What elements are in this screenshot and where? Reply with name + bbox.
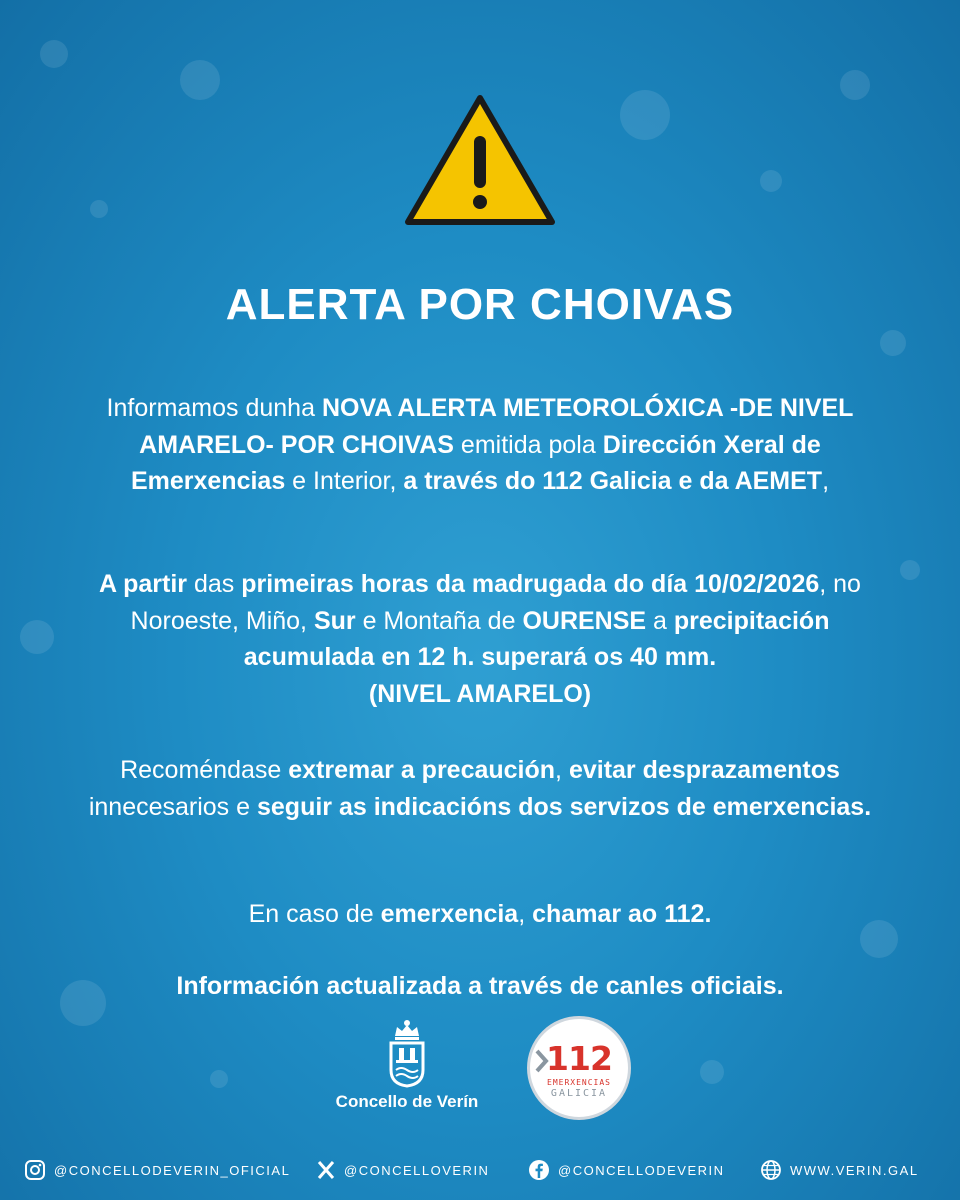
- x-icon: [316, 1160, 336, 1180]
- alert-title: ALERTA POR CHOIVAS: [225, 280, 735, 329]
- instagram-handle: @CONCELLODEVERIN_OFICIAL: [54, 1162, 291, 1178]
- alert-intro-paragraph: Informamos dunha NOVA ALERTA METEOROLÓXICA -DE NIVEL AMARELO- POR CHOIVAS emitida pola Dirección Xeral de Emerxencias e Interior, a través do 112 Galicia e da AEMET,: [106, 394, 854, 495]
- website-link[interactable]: [760, 1158, 919, 1182]
- official-channels-paragraph: Información actualizada a través de canles oficiais.: [176, 972, 784, 1000]
- social-footer: [0, 1152, 960, 1186]
- alert-recommendation-paragraph: Recoméndase extremar a precaución, evitar desprazamentos innecesarios e seguir as indicacións dos servizos de emerxencias.: [88, 756, 872, 821]
- concello-verin-logo: [322, 1018, 492, 1118]
- logo-112-line1: EMERXENCIAS: [547, 1078, 611, 1087]
- logo-112-number: 112: [546, 1039, 612, 1078]
- instagram-icon: [24, 1159, 46, 1181]
- instagram-link[interactable]: [24, 1158, 290, 1182]
- warning-icon: [404, 94, 556, 228]
- logo-112-line2: GALICIA: [550, 1088, 608, 1099]
- facebook-link[interactable]: [528, 1158, 725, 1182]
- facebook-icon: [528, 1159, 550, 1181]
- verin-crest-icon: [387, 1018, 427, 1088]
- alert-details-paragraph: A partir das primeiras horas da madrugada do día 10/02/2026, no Noroeste, Miño, Sur e Montaña de OURENSE a precipitación acumulada en 12 h. superará os 40 mm. (NIVEL AMARELO): [99, 570, 861, 708]
- verin-logo-label: Concello de Verín: [335, 1092, 479, 1111]
- x-link[interactable]: [316, 1158, 489, 1182]
- website-url: WWW.VERIN.GAL: [790, 1162, 919, 1178]
- emergency-call-paragraph: En caso de emerxencia, chamar ao 112.: [248, 900, 712, 928]
- emerxencias-112-logo: [527, 1016, 631, 1120]
- globe-icon: [760, 1159, 782, 1181]
- x-handle: @CONCELLOVERIN: [344, 1162, 490, 1178]
- facebook-handle: @CONCELLODEVERIN: [558, 1162, 725, 1178]
